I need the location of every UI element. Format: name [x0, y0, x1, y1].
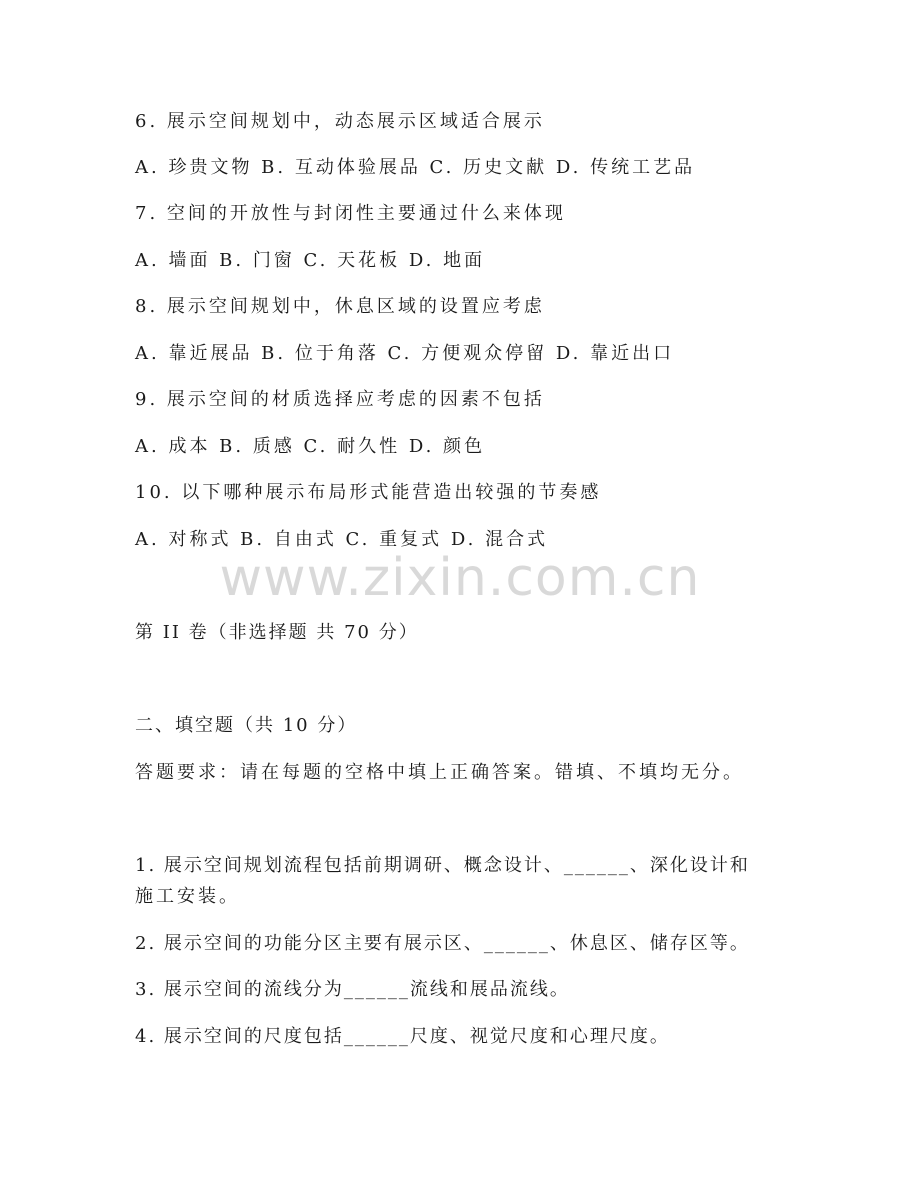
fill-item-3: 3. 展示空间的流线分为______流线和展品流线。: [135, 979, 570, 1000]
fill-item-2: 2. 展示空间的功能分区主要有展示区、______、休息区、储存区等。: [135, 933, 750, 954]
options-7: A. 墙面 B. 门窗 C. 天花板 D. 地面: [135, 250, 486, 271]
options-6: A. 珍贵文物 B. 互动体验展品 C. 历史文献 D. 传统工艺品: [135, 157, 696, 178]
section2-instructions: 答题要求：请在每题的空格中填上正确答案。错填、不填均无分。: [135, 762, 744, 783]
options-10: A. 对称式 B. 自由式 C. 重复式 D. 混合式: [135, 529, 549, 550]
question-8: 8. 展示空间规划中，休息区域的设置应考虑: [135, 296, 545, 317]
part2-heading: 第 II 卷（非选择题 共 70 分）: [135, 622, 419, 643]
question-9: 9. 展示空间的材质选择应考虑的因素不包括: [135, 389, 545, 410]
question-6: 6. 展示空间规划中，动态展示区域适合展示: [135, 111, 545, 132]
options-9: A. 成本 B. 质感 C. 耐久性 D. 颜色: [135, 436, 486, 457]
question-10: 10. 以下哪种展示布局形式能营造出较强的节奏感: [135, 482, 602, 503]
fill-item-1-line1: 1. 展示空间规划流程包括前期调研、概念设计、______、深化设计和: [135, 855, 750, 876]
fill-item-1-line2: 施工安装。: [135, 886, 240, 907]
fill-item-4: 4. 展示空间的尺度包括______尺度、视觉尺度和心理尺度。: [135, 1026, 670, 1047]
section2-heading: 二、填空题（共 10 分）: [135, 715, 358, 736]
watermark: www.zixin.com.cn: [219, 548, 701, 608]
options-8: A. 靠近展品 B. 位于角落 C. 方便观众停留 D. 靠近出口: [135, 343, 675, 364]
question-7: 7. 空间的开放性与封闭性主要通过什么来体现: [135, 203, 566, 224]
